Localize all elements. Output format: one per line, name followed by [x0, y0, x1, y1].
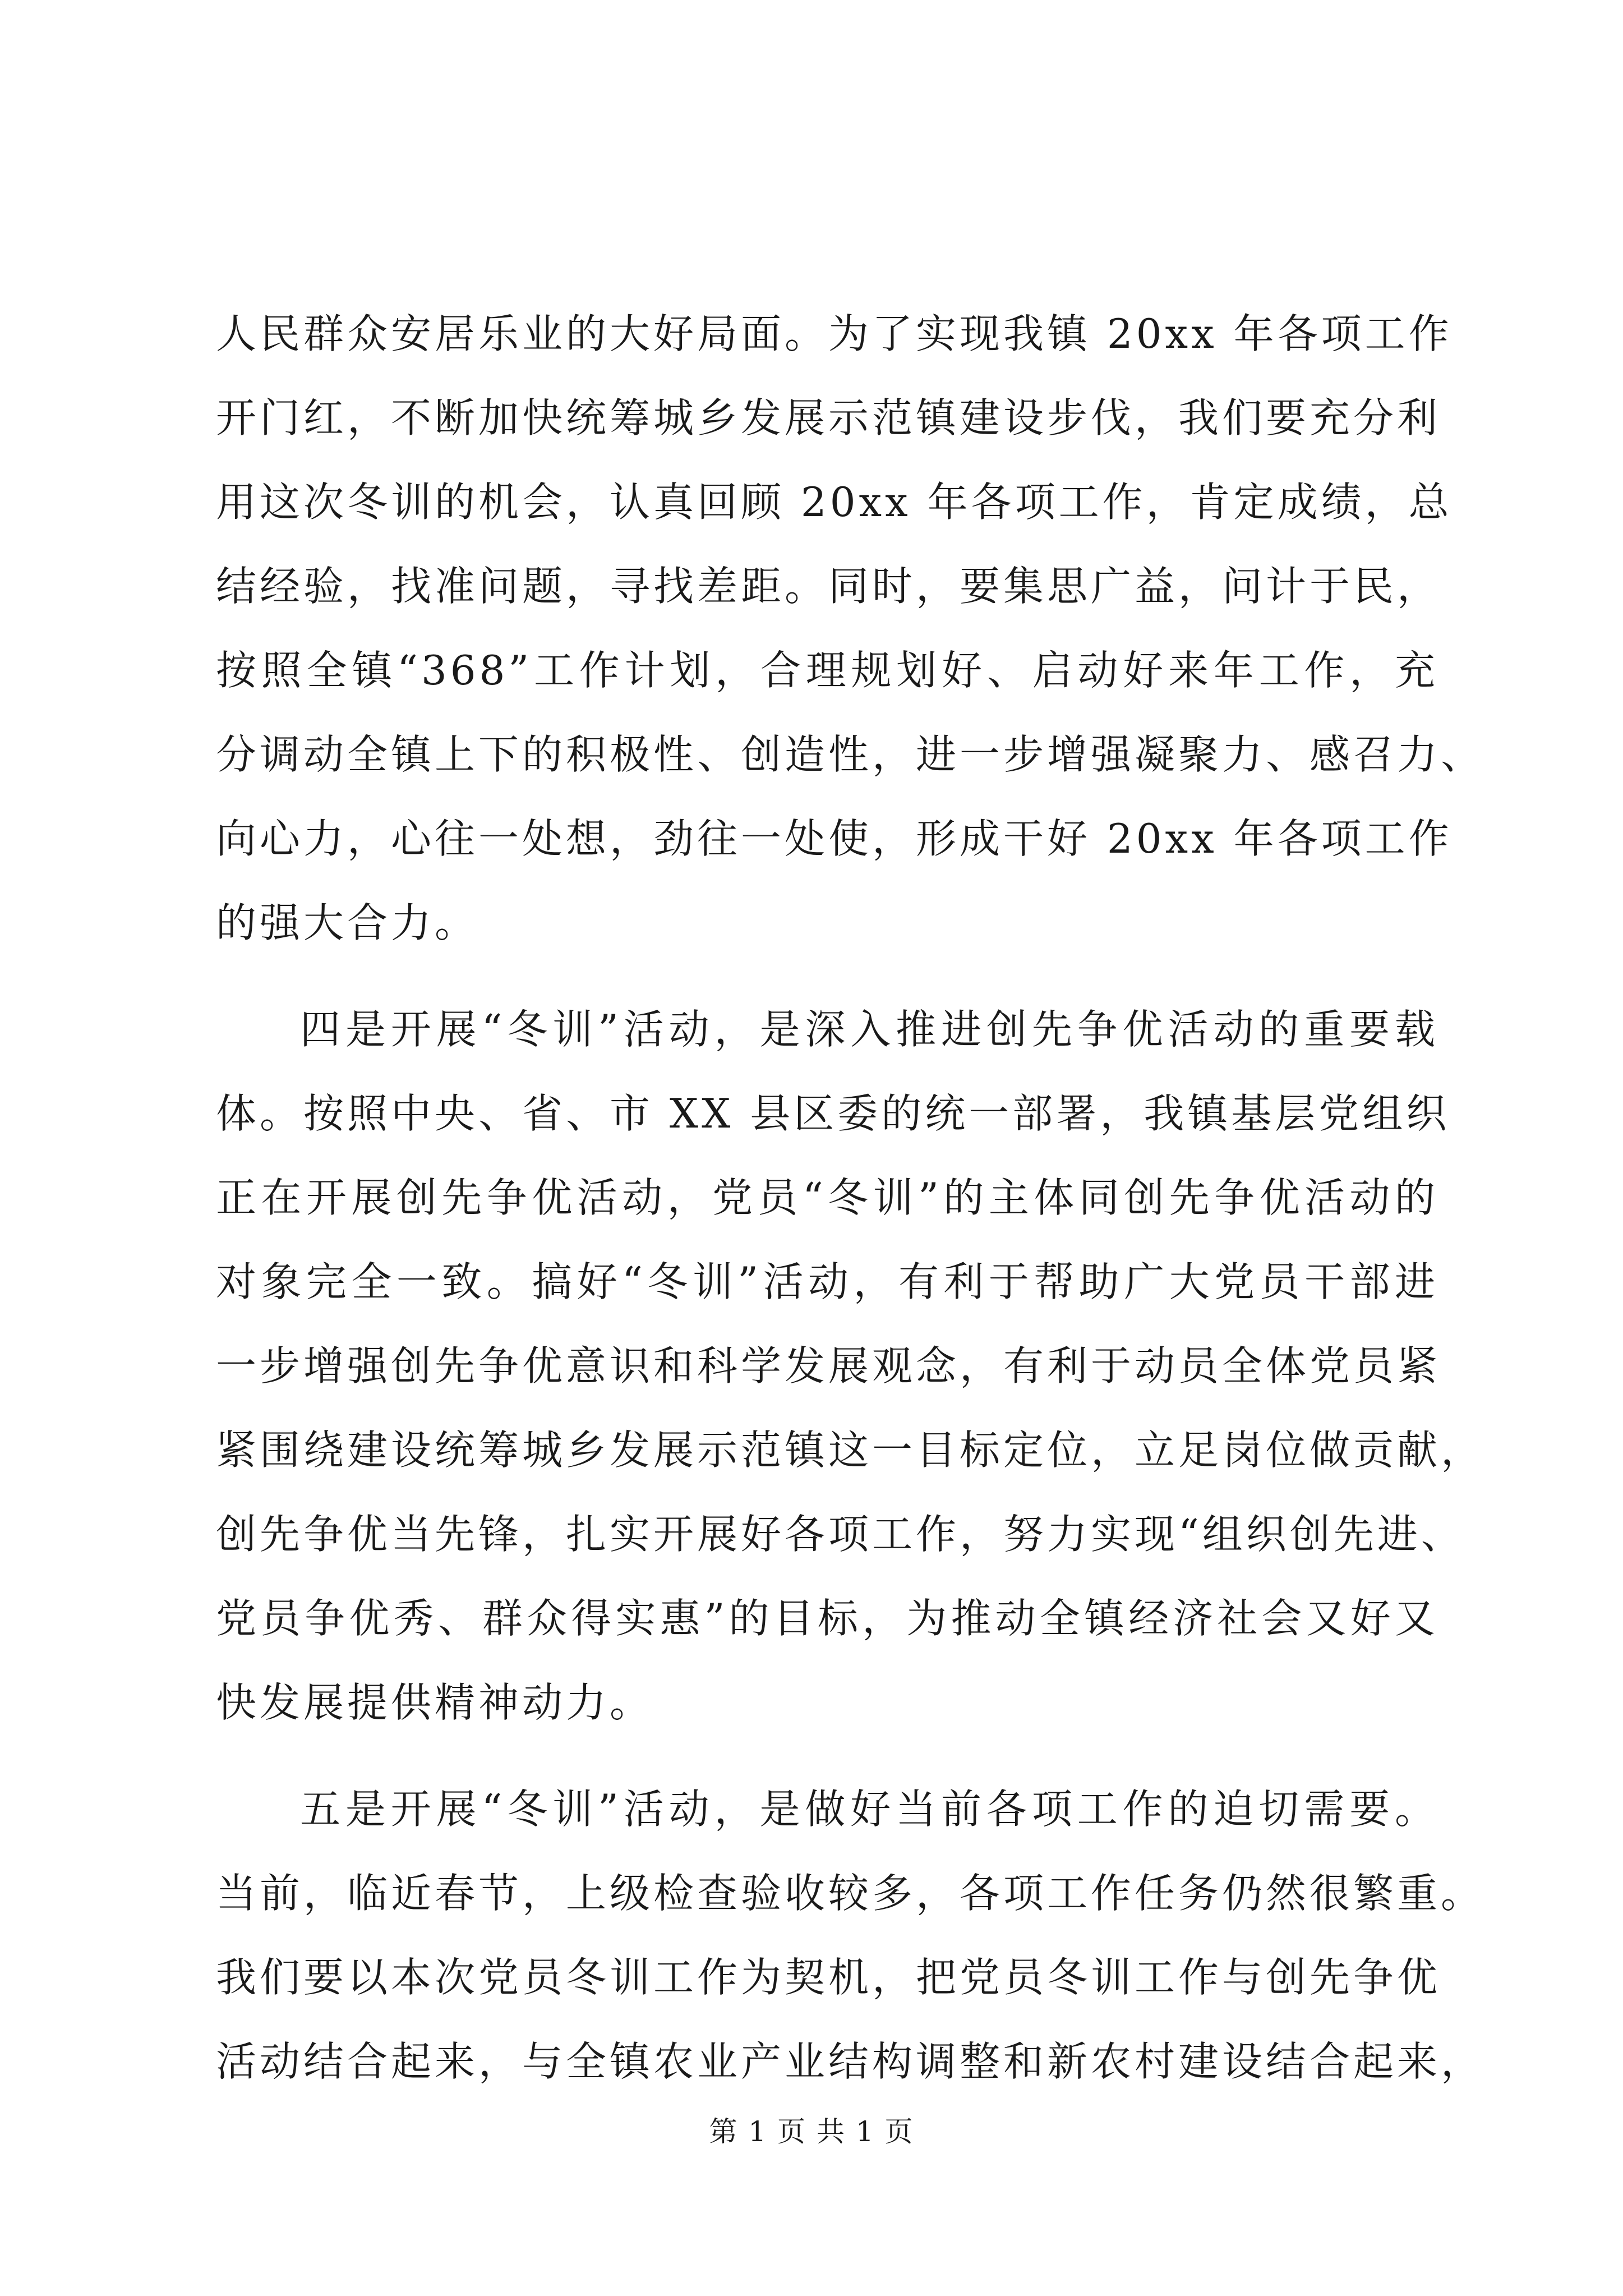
text-line: 五是开展“冬训”活动，是做好当前各项工作的迫切需要。: [300, 1786, 1438, 1833]
text-line: 体。按照中央、省、市 XX 县区委的统一部署，我镇基层党组织: [216, 1090, 1450, 1137]
text-line: 我们要以本次党员冬训工作为契机，把党员冬训工作与创先争优: [216, 1954, 1441, 2001]
text-line: 创先争优当先锋，扎实开展好各项工作，努力实现“组织创先进、: [216, 1511, 1465, 1558]
text-line: 一步增强创先争优意识和科学发展观念，有利于动员全体党员紧: [216, 1342, 1441, 1389]
text-line: 的强大合力。: [216, 899, 479, 946]
text-line: 开门红，不断加快统筹城乡发展示范镇建设步伐，我们要充分利: [216, 394, 1441, 441]
text-line: 党员争优秀、群众得实惠”的目标，为推动全镇经济社会又好又: [216, 1595, 1438, 1642]
text-line: 快发展提供精神动力。: [216, 1679, 654, 1726]
text-line: 按照全镇“368”工作计划，合理规划好、启动好来年工作，充: [216, 647, 1438, 694]
text-line: 人民群众安居乐业的大好局面。为了实现我镇 20xx 年各项工作: [216, 310, 1453, 357]
text-line: 对象完全一致。搞好“冬训”活动，有利于帮助广大党员干部进: [216, 1258, 1438, 1305]
paragraph: [216, 292, 1485, 965]
text-line: 四是开展“冬训”活动，是深入推进创先争优活动的重要载: [300, 1006, 1438, 1053]
text-line: 正在开展创先争优活动，党员“冬训”的主体同创先争优活动的: [216, 1174, 1438, 1221]
text-line: 向心力，心往一处想，劲往一处使，形成干好 20xx 年各项工作: [216, 815, 1453, 862]
document-body: [216, 292, 1485, 2104]
paragraph: [216, 987, 1485, 1745]
text-line: 当前，临近春节，上级检查验收较多，各项工作任务仍然很繁重。: [216, 1870, 1485, 1917]
paragraph: [216, 1767, 1485, 2104]
page-footer: 第 1 页 共 1 页: [709, 2115, 914, 2148]
text-line: 结经验，找准问题，寻找差距。同时，要集思广益，问计于民，: [216, 563, 1441, 610]
text-line: 活动结合起来，与全镇农业产业结构调整和新农村建设结合起来，: [216, 2038, 1485, 2085]
text-line: 紧围绕建设统筹城乡发展示范镇这一目标定位，立足岗位做贡献，: [216, 1427, 1485, 1474]
text-line: 分调动全镇上下的积极性、创造性，进一步增强凝聚力、感召力、: [216, 731, 1485, 778]
text-line: 用这次冬训的机会，认真回顾 20xx 年各项工作，肯定成绩，总: [216, 478, 1453, 526]
